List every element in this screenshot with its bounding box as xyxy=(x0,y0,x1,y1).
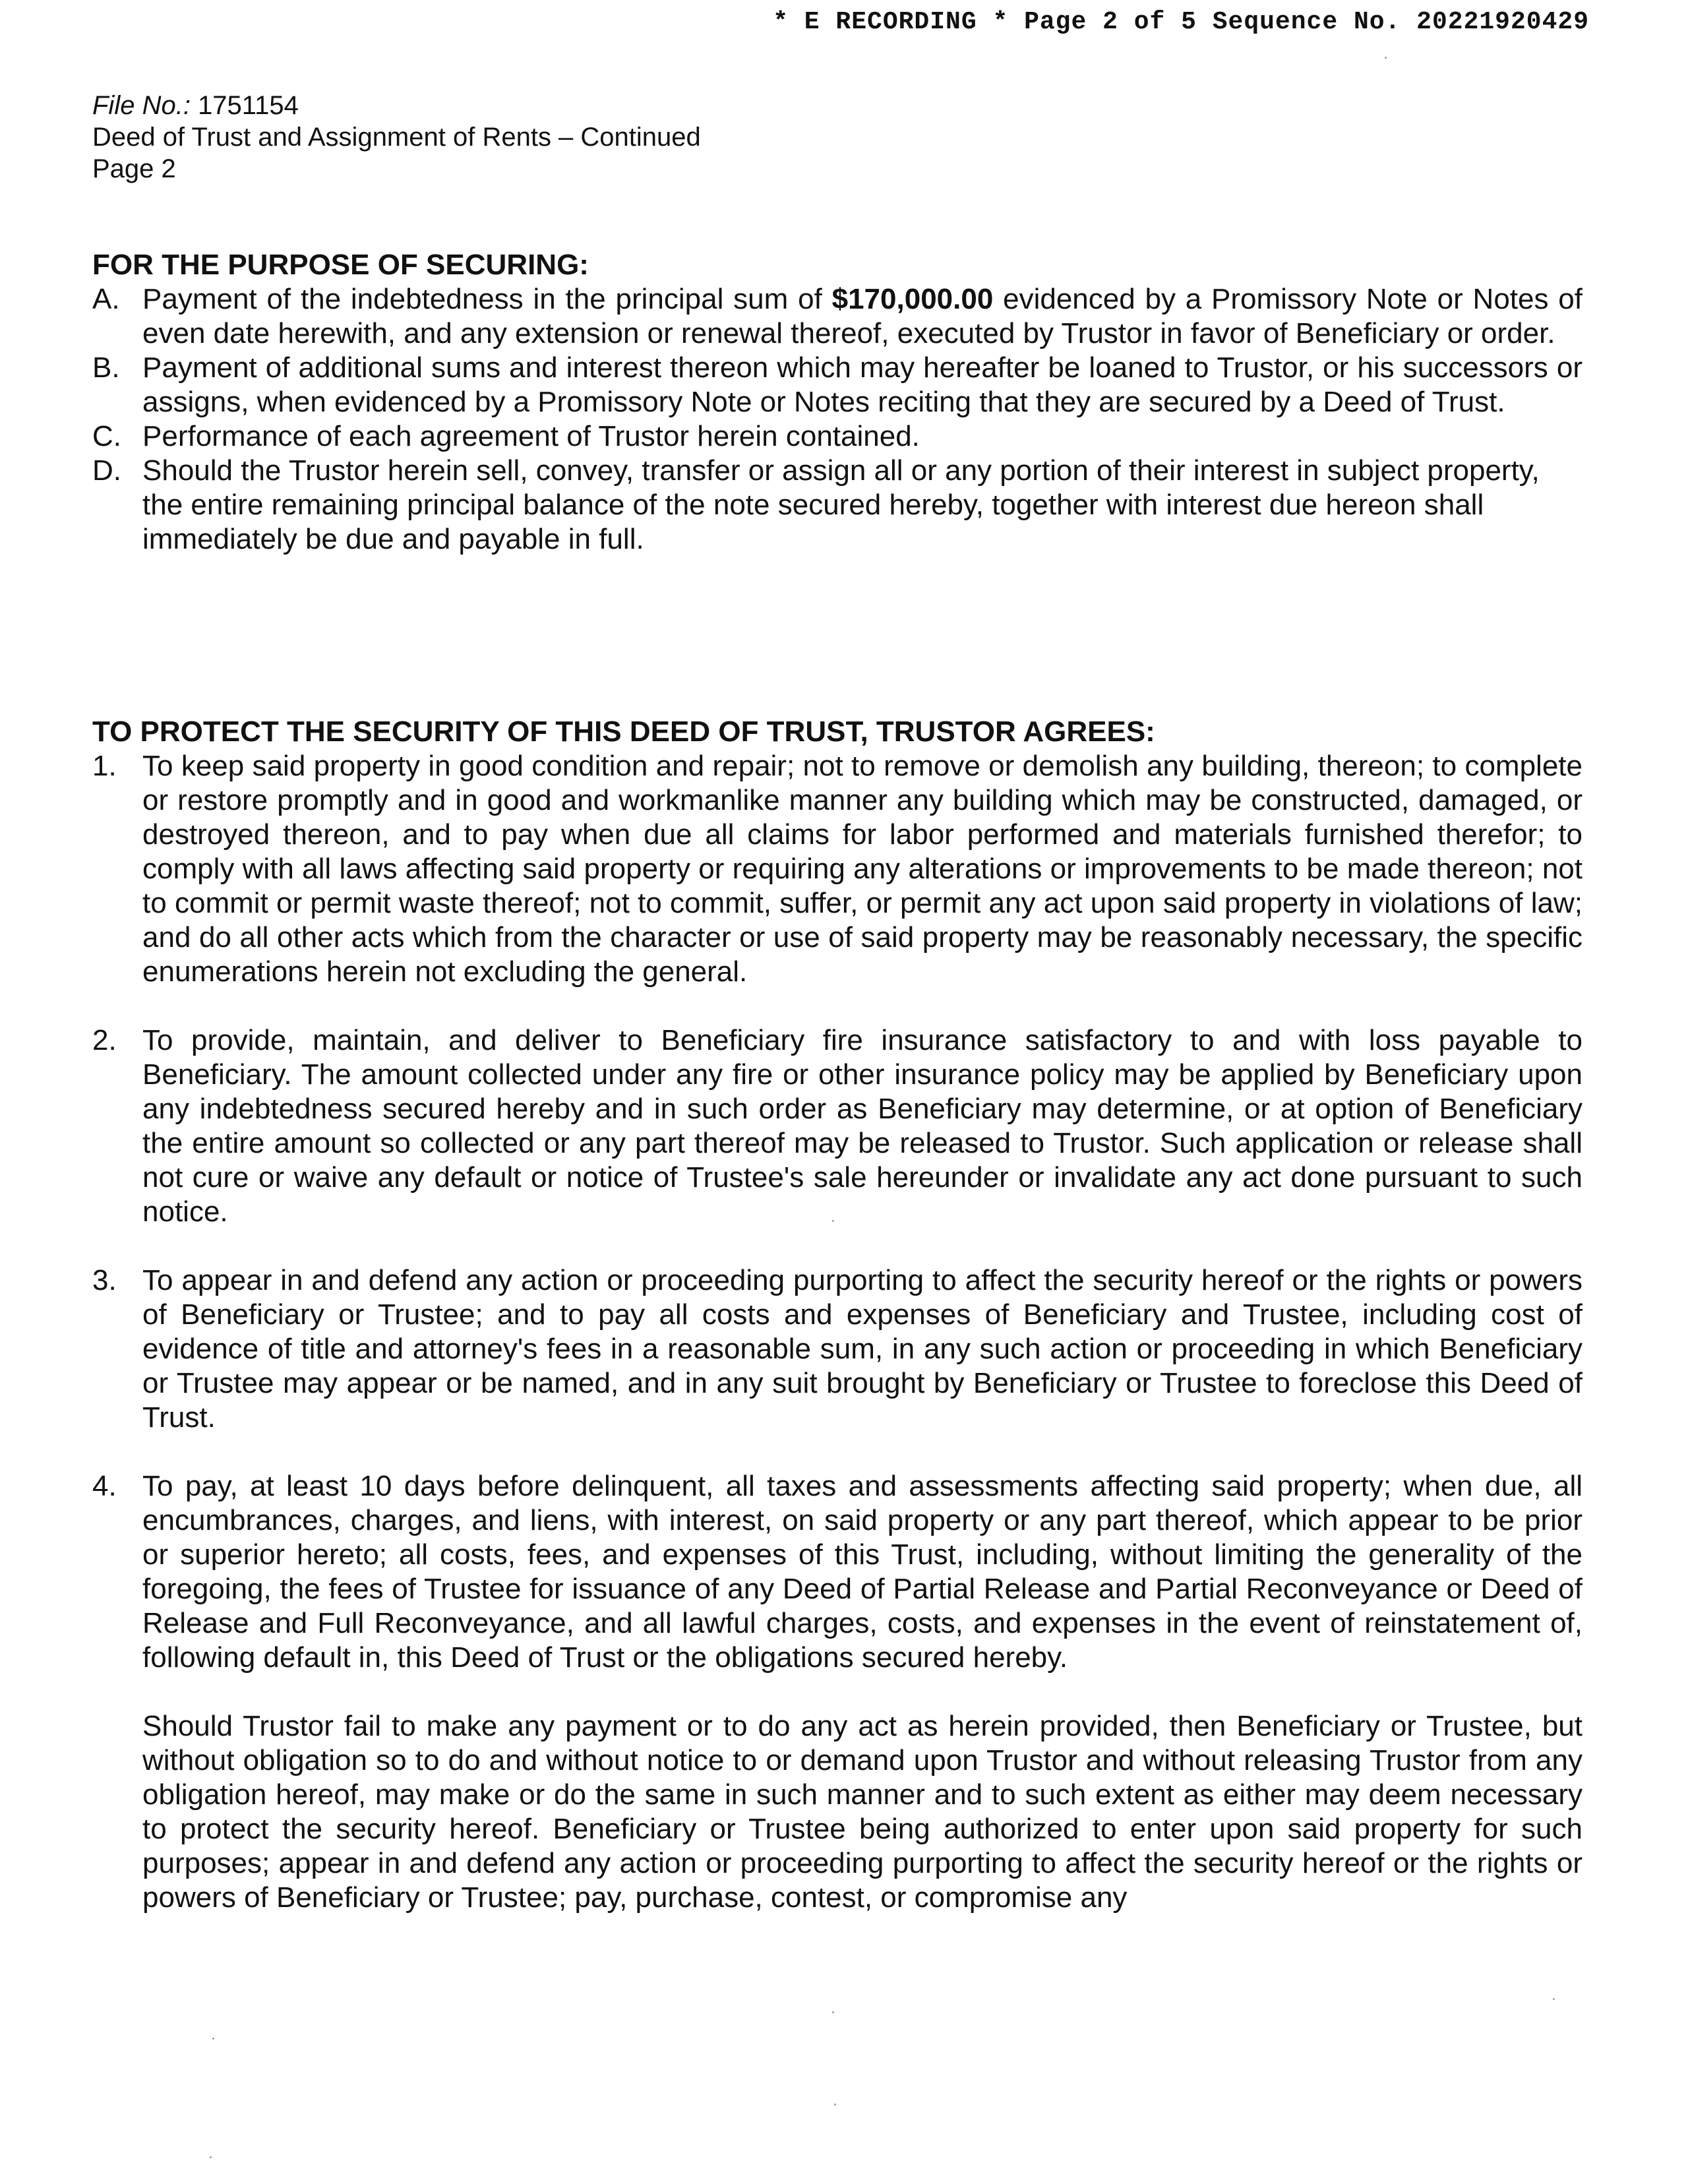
file-number-line xyxy=(92,90,701,121)
continuation-paragraph: Should Trustor fail to make any payment or to do any act as herein provided, then Beneficiary or Trustee, but without obligation so to do and without notice to or demand upon Trustor and without releasing Trustor from any obligation hereof, may make or do the same in such manner and to such extent as either may deem necessary to protect the security hereof. Beneficiary or Trustee being authorized to enter upon said property for such purposes; appear in and defend any action or proceeding purporting to affect the security hereof or the rights or powers of Beneficiary or Trustee; pay, purchase, contest, or compromise any xyxy=(142,1710,1582,1914)
item-text: To provide, maintain, and deliver to Beneficiary fire insurance satisfactory to and with loss payable to Beneficiary. The amount collected under any fire or other insurance policy may be applied by Beneficiary upon any indebtedness secured hereby and in such order as Beneficiary may determine, or at option of Beneficiary the entire amount so collected or any part thereof may be released to Trustor. Such application or release shall not cure or waive any default or notice of Trustee's sale hereunder or invalidate any act done pursuant to such notice. xyxy=(142,1024,1582,1228)
item-marker: 4. xyxy=(92,1470,117,1502)
file-number: 1751154 xyxy=(198,91,299,120)
protect-section xyxy=(92,715,1582,1915)
item-marker: 1. xyxy=(92,750,117,782)
securing-item-c xyxy=(92,419,1582,454)
item-marker: D. xyxy=(92,454,121,487)
file-header xyxy=(92,90,701,185)
item-marker: 2. xyxy=(92,1024,117,1056)
principal-amount: $170,000.00 xyxy=(831,283,994,315)
securing-item-a xyxy=(92,282,1582,351)
scan-speck xyxy=(834,2104,836,2106)
securing-heading: FOR THE PURPOSE OF SECURING: xyxy=(92,249,589,281)
protect-heading: TO PROTECT THE SECURITY OF THIS DEED OF TRUST, TRUSTOR AGREES: xyxy=(92,715,1155,748)
securing-item-d xyxy=(92,454,1582,557)
item-text-after: evidenced by a Promissory Note or Notes of even date herewith, and any extension or renewal thereof, executed by Trustor in favor of Beneficiary or order. xyxy=(142,283,1582,349)
item-marker: 3. xyxy=(92,1264,117,1296)
item-text: To keep said property in good condition and repair; not to remove or demolish any building, thereon; to complete or restore promptly and in good and workmanlike manner any building which may be constructed, damaged, or destroyed thereon, and to pay when due all claims for labor performed and materials furnished therefor; to comply with all laws affecting said property or requiring any alterations or improvements to be made thereon; not to commit or permit waste thereof; not to commit, suffer, or permit any act upon said property in violations of law; and do all other acts which from the character or use of said property may be reasonably necessary, the specific enumerations herein not excluding the general. xyxy=(142,750,1582,988)
page-indicator: Page 2 xyxy=(92,154,176,183)
document-title: Deed of Trust and Assignment of Rents – Continued xyxy=(92,123,701,152)
item-text: To appear in and defend any action or proceeding purporting to affect the security hereof or the rights or powers of Beneficiary or Trustee; and to pay all costs and expenses of Beneficiary and Trustee, including cost of evidence of title and attorney's fees in a reasonable sum, in any such action or proceeding in which Beneficiary or Trustee may appear or be named, and in any suit brought by Beneficiary or Trustee to foreclose this Deed of Trust. xyxy=(142,1264,1582,1434)
scan-speck xyxy=(210,2156,212,2158)
protect-item-3 xyxy=(92,1263,1582,1435)
item-marker: C. xyxy=(92,420,121,452)
item-text: Payment of additional sums and interest thereon which may hereafter be loaned to Trustor, or his successors or assigns, when evidenced by a Promissory Note or Notes reciting that they are secured by a Deed of Trust. xyxy=(142,351,1582,418)
scan-speck xyxy=(1385,57,1387,59)
scan-speck xyxy=(212,2038,214,2040)
protect-item-4 xyxy=(92,1469,1582,1675)
item-marker: A. xyxy=(92,283,120,315)
protect-item-1 xyxy=(92,749,1582,989)
item-marker: B. xyxy=(92,351,120,384)
scan-speck xyxy=(832,2011,834,2013)
scan-speck xyxy=(1553,1998,1555,2000)
securing-section xyxy=(92,248,1582,557)
recording-stamp: * E RECORDING * Page 2 of 5 Sequence No. 20221920429 xyxy=(773,8,1589,36)
item-text-before: Payment of the indebtedness in the principal sum of xyxy=(142,283,832,315)
scan-speck xyxy=(832,1220,834,1222)
securing-item-b xyxy=(92,351,1582,419)
file-number-label: File No.: xyxy=(92,91,191,120)
item-text: To pay, at least 10 days before delinquent, all taxes and assessments affecting said property; when due, all encumbrances, charges, and liens, with interest, on said property or any part thereof, which appear to be prior or superior hereto; all costs, fees, and expenses of this Trust, including, without limiting the generality of the foregoing, the fees of Trustee for issuance of any Deed of Partial Release and Partial Reconveyance or Deed of Release and Full Reconveyance, and all lawful charges, costs, and expenses in the event of reinstatement of, following default in, this Deed of Trust or the obligations secured hereby. xyxy=(142,1470,1582,1674)
item-text xyxy=(142,282,1582,351)
item-text: Should the Trustor herein sell, convey, transfer or assign all or any portion of their interest in subject property, the entire remaining principal balance of the note secured hereby, together with interest due hereon shall immediately be due and payable in full. xyxy=(142,454,1540,555)
protect-item-2 xyxy=(92,1023,1582,1229)
item-text: Performance of each agreement of Trustor herein contained. xyxy=(142,420,920,452)
